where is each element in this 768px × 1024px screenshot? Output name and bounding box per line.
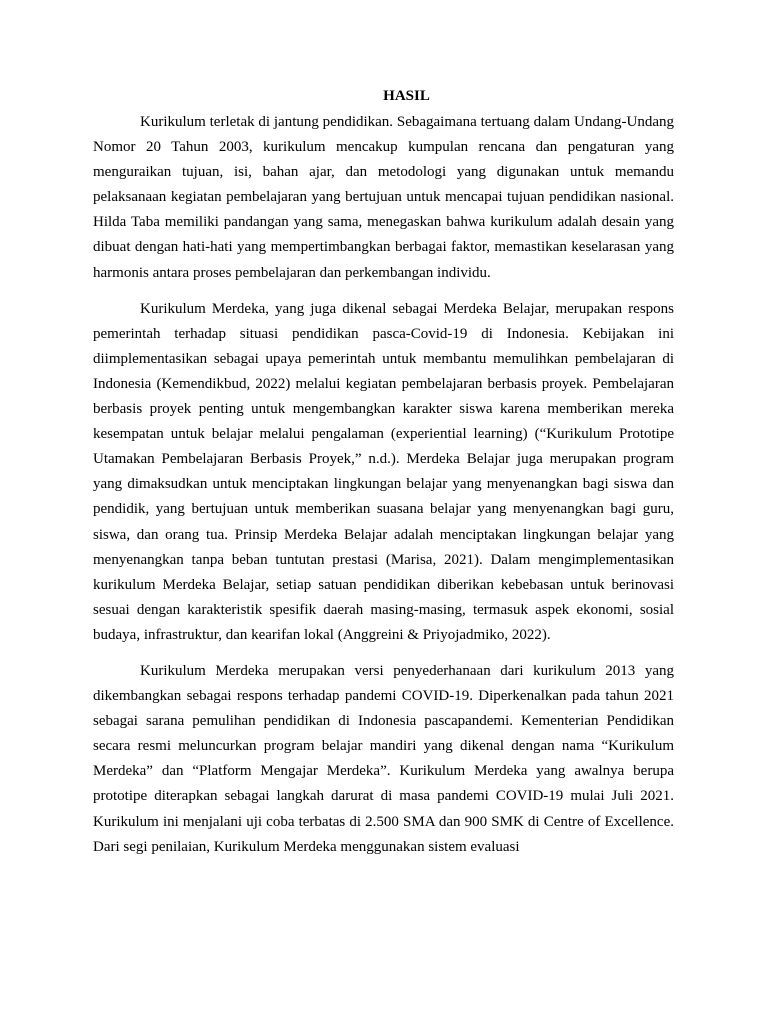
paragraph-2: Kurikulum Merdeka, yang juga dikenal sebagai Merdeka Belajar, merupakan respons pemerintah terhadap situasi pendidikan pasca-Covid-19 di Indonesia. Kebijakan ini diimplementasikan sebagai upaya pemerintah untuk membantu memulihkan pembelajaran di Indonesia (Kemendikbud, 2022) melalui kegiatan pembelajaran berbasis proyek. Pembelajaran berbasis proyek penting untuk mengembangkan karakter siswa karena memberikan mereka kesempatan untuk belajar melalui pengalaman (experiential learning) (“Kurikulum Prototipe Utamakan Pembelajaran Berbasis Proyek,” n.d.). Merdeka Belajar juga merupakan program yang dimaksudkan untuk menciptakan lingkungan belajar yang menyenangkan bagi siswa dan pendidik, yang bertujuan untuk memberikan suasana belajar yang menyenangkan bagi guru, siswa, dan orang tua. Prinsip Merdeka Belajar adalah menciptakan lingkungan belajar yang menyenangkan tanpa beban tuntutan prestasi (Marisa, 2021). Dalam mengimplementasikan kurikulum Merdeka Belajar, setiap satuan pendidikan diberikan kebebasan untuk berinovasi sesuai dengan karakteristik spesifik daerah masing-masing, termasuk aspek ekonomi, sosial budaya, infrastruktur, dan kearifan lokal (Anggreini & Priyojadmiko, 2022). [93,300,674,643]
document-body [93,84,674,871]
section-heading: HASIL [383,88,430,104]
paragraph-1: Kurikulum terletak di jantung pendidikan. Sebagaimana tertuang dalam Undang-Undang Nomor 20 Tahun 2003, kurikulum mencakup kumpulan rencana dan pengaturan yang menguraikan tujuan, isi, bahan ajar, dan metodologi yang digunakan untuk memandu pelaksanaan kegiatan pembelajaran yang bertujuan untuk mencapai tujuan pendidikan nasional. Hilda Taba memiliki pandangan yang sama, menegaskan bahwa kurikulum adalah desain yang dibuat dengan hati-hati yang mempertimbangkan berbagai faktor, memastikan keselarasan yang harmonis antara proses pembelajaran dan perkembangan individu. [93,114,674,281]
paragraph-3: Kurikulum Merdeka merupakan versi penyederhanaan dari kurikulum 2013 yang dikembangkan sebagai respons terhadap pandemi COVID-19. Diperkenalkan pada tahun 2021 sebagai sarana pemulihan pendidikan di Indonesia pascapandemi. Kementerian Pendidikan secara resmi meluncurkan program belajar mandiri yang dikenal dengan nama “Kurikulum Merdeka” dan “Platform Mengajar Merdeka”. Kurikulum Merdeka yang awalnya berupa prototipe diterapkan sebagai langkah darurat di masa pandemi COVID-19 mulai Juli 2021. Kurikulum ini menjalani uji coba terbatas di 2.500 SMA dan 900 SMK di Centre of Excellence. Dari segi penilaian, Kurikulum Merdeka menggunakan sistem evaluasi [93,662,674,855]
